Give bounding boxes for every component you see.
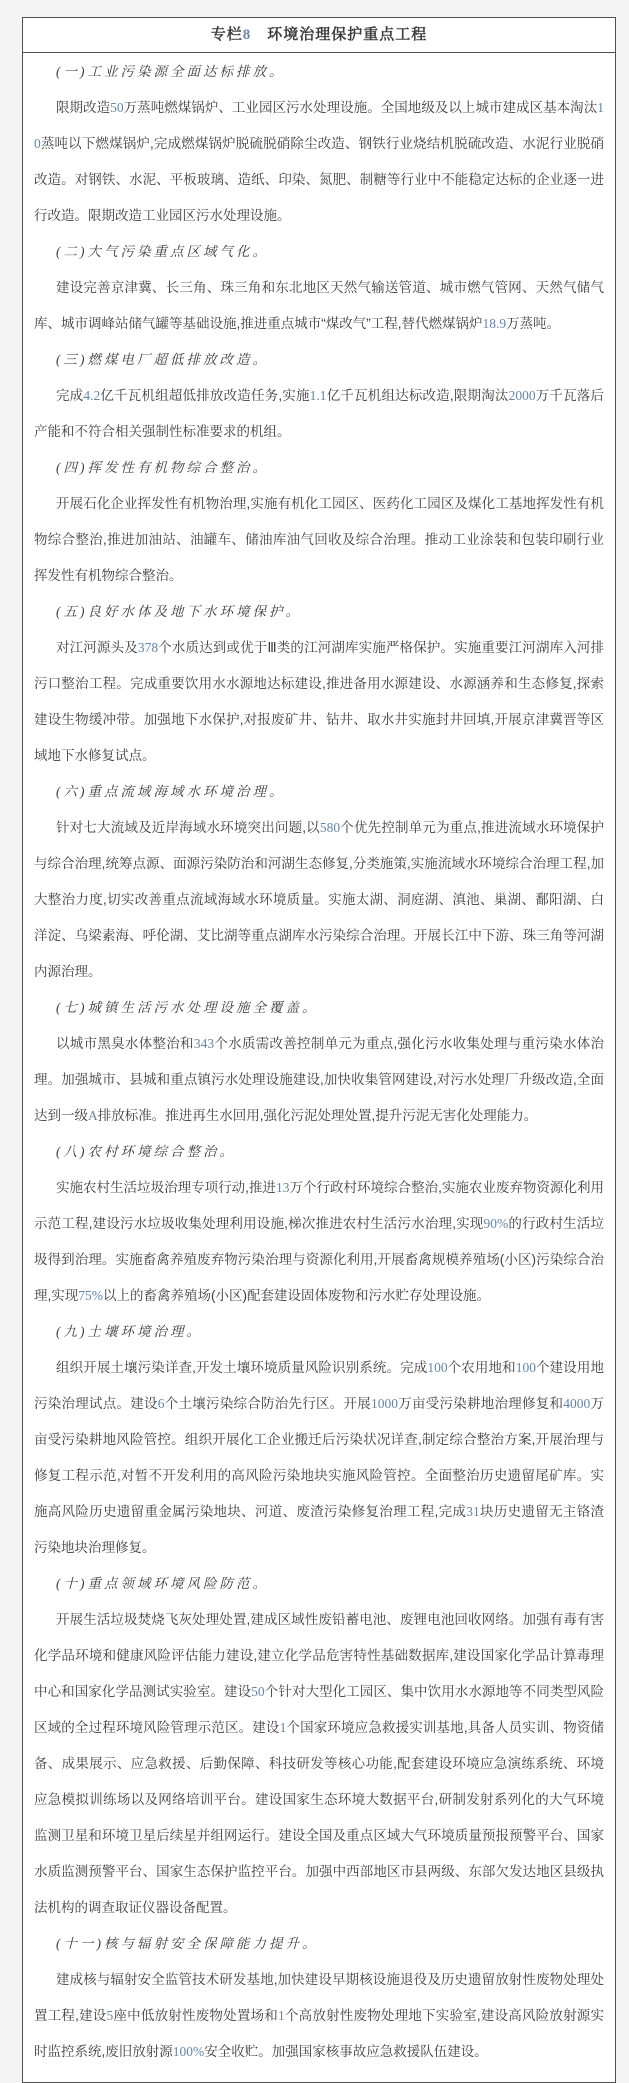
number-highlight: 1 — [277, 2008, 285, 2023]
section-heading: (三)燃煤电厂超低排放改造。 — [56, 352, 269, 367]
section-body: 针对七大流域及近岸海域水环境突出问题,以580个优先控制单元为重点,推进流域水环境保护与综合治理,统筹点源、面源污染防治和河湖生态修复,分类施策,实施流域水环境综合治理工程,加大整治力度,切实改善重点流域海域水环境质量。实施太湖、洞庭湖、滇池、巢湖、鄱阳湖、白洋淀、乌梁素海、呼伦湖、艾比湖等重点湖库水污染综合治理。开展长江中下游、珠三角等河湖内源治理。 — [34, 820, 604, 979]
number-highlight: 100 — [427, 1360, 448, 1375]
section-body: 完成4.2亿千瓦机组超低排放改造任务,实施1.1亿千瓦机组达标改造,限期淘汰2000万千瓦落后产能和不符合相关强制性标准要求的机组。 — [34, 388, 604, 439]
section-heading: (七)城镇生活污水处理设施全覆盖。 — [56, 1000, 319, 1015]
number-highlight: 75% — [78, 1288, 104, 1303]
number-highlight: 580 — [319, 820, 341, 835]
section-heading: (五)良好水体及地下水环境保护。 — [56, 604, 302, 619]
number-highlight: 100 — [515, 1360, 536, 1375]
section-heading: (八)农村环境综合整治。 — [56, 1144, 236, 1159]
number-highlight: 8 — [242, 27, 252, 43]
number-highlight: 1 — [279, 1720, 287, 1735]
number-highlight: 13 — [275, 1180, 290, 1195]
number-highlight: 1000 — [371, 1396, 398, 1411]
section-body: 实施农村生活垃圾治理专项行动,推进13万个行政村环境综合整治,实施农业废弃物资源化利用示范工程,建设污水垃圾收集处理利用设施,梯次推进农村生活污水治理,实现90%的行政村生活垃圾得到治理。实施畜禽养殖废弃物污染治理与资源化利用,开展畜禽规模养殖场(小区)污染综合治理,实现75%以上的畜禽养殖场(小区)配套建设固体废物和污水贮存处理设施。 — [34, 1180, 604, 1303]
section-heading: (十)重点领域环境风险防范。 — [56, 1576, 269, 1591]
number-highlight: 90% — [483, 1216, 509, 1231]
section-heading: (十一)核与辐射安全保障能力提升。 — [56, 1936, 319, 1951]
column-content — [23, 53, 615, 2082]
section-body: 建设完善京津冀、长三角、珠三角和东北地区天然气输送管道、城市燃气管网、天然气储气库、城市调峰站储气罐等基础设施,推进重点城市“煤改气”工程,替代燃煤锅炉18.9万蒸吨。 — [34, 280, 604, 331]
section-body: 开展生活垃圾焚烧飞灰处理处置,建成区域性废铅蓄电池、废锂电池回收网络。加强有毒有害化学品环境和健康风险评估能力建设,建立化学品危害特性基础数据库,建设国家化学品计算毒理中心和国家化学品测试实验室。建设50个针对大型化工园区、集中饮用水水源地等不同类型风险区域的全过程环境风险管理示范区。建设1个国家环境应急救援实训基地,具备人员实训、物资储备、成果展示、应急救援、后勤保障、科技研发等核心功能,配套建设环境应急演练系统、环境应急模拟训练场以及网络培训平台。建设国家生态环境大数据平台,研制发射系列化的大气环境监测卫星和环境卫星后续星并组网运行。建设全国及重点区域大气环境质量预报预警平台、国家水质监测预警平台、国家生态保护监控平台。加强中西部地区市县两级、东部欠发达地区县级执法机构的调查取证仪器设备配置。 — [34, 1612, 605, 1915]
section-heading: (二)大气污染重点区域气化。 — [56, 244, 269, 259]
section-body: 限期改造50万蒸吨燃煤锅炉、工业园区污水处理设施。全国地级及以上城市建成区基本淘汰10蒸吨以下燃煤锅炉,完成燃煤锅炉脱硫脱硝除尘改造、钢铁行业烧结机脱硫改造、水泥行业脱硝改造。对钢铁、水泥、平板玻璃、造纸、印染、氮肥、制糖等行业中不能稳定达标的企业逐一进行改造。限期改造工业园区污水处理设施。 — [34, 100, 604, 223]
number-highlight: 378 — [137, 640, 159, 655]
number-highlight: 10 — [34, 100, 604, 151]
number-highlight: 2000 — [508, 388, 536, 403]
number-highlight: 100% — [172, 2044, 205, 2059]
number-highlight: 50 — [251, 1684, 265, 1699]
number-highlight: 5 — [106, 2008, 114, 2023]
number-highlight: 4000 — [563, 1396, 591, 1411]
section-heading: (六)重点流域海域水环境治理。 — [56, 784, 286, 799]
section-heading: (九)土壤环境治理。 — [56, 1324, 203, 1339]
section-body: 以城市黑臭水体整治和343个水质需改善控制单元为重点,强化污水收集处理与重污染水体治理。加强城市、县城和重点镇污水处理设施建设,加快收集管网建设,对污水处理厂升级改造,全面达到一级A排放标准。推进再生水回用,强化污泥处理处置,提升污泥无害化处理能力。 — [34, 1036, 605, 1123]
number-highlight: A — [88, 1108, 98, 1123]
number-highlight: 50 — [110, 100, 124, 115]
number-highlight: 1.1 — [309, 388, 327, 403]
section-body: 对江河源头及378个水质达到或优于Ⅲ类的江河湖库实施严格保护。实施重要江河湖库入河排污口整治工程。完成重要饮用水水源地达标建设,推进备用水源建设、水源涵养和生态修复,探索建设生物缓冲带。加强地下水保护,对报废矿井、钻井、取水井实施封井回填,开展京津冀晋等区域地下水修复试点。 — [34, 640, 605, 763]
number-highlight: 343 — [193, 1036, 215, 1051]
column-title: 专栏8 环境治理保护重点工程 — [23, 18, 615, 53]
number-highlight: 4.2 — [83, 388, 101, 403]
section-body: 组织开展土壤污染详查,开发土壤环境质量风险识别系统。完成100个农用地和100个建设用地污染治理试点。建设6个土壤污染综合防治先行区。开展1000万亩受污染耕地治理修复和4000万亩受污染耕地风险管控。组织开展化工企业搬迁后污染状况详查,制定综合整治方案,开展治理与修复工程示范,对暂不开发利用的高风险污染地块实施风险管控。全面整治历史遗留尾矿库。实施高风险历史遗留重金属污染地块、河道、废渣污染修复治理工程,完成31块历史遗留无主铬渣污染地块治理修复。 — [34, 1360, 605, 1555]
section-body: 建成核与辐射安全监管技术研发基地,加快建设早期核设施退役及历史遗留放射性废物处理处置工程,建设5座中低放射性废物处置场和1个高放射性废物处理地下实验室,建设高风险放射源实时监控系统,废旧放射源100%安全收贮。加强国家核事故应急救援队伍建设。 — [34, 1972, 604, 2059]
number-highlight: 18.9 — [482, 316, 507, 331]
section-heading: (一)工业污染源全面达标排放。 — [56, 64, 286, 79]
number-highlight: 6 — [157, 1396, 165, 1411]
number-highlight: 31 — [466, 1504, 480, 1519]
section-heading: (四)挥发性有机物综合整治。 — [56, 460, 269, 475]
column-box — [22, 17, 616, 2083]
section-body: 开展石化企业挥发性有机物治理,实施有机化工园区、医药化工园区及煤化工基地挥发性有机物综合整治,推进加油站、油罐车、储油库油气回收及综合治理。推动工业涂装和包装印刷行业挥发性有机物综合整治。 — [34, 496, 604, 583]
